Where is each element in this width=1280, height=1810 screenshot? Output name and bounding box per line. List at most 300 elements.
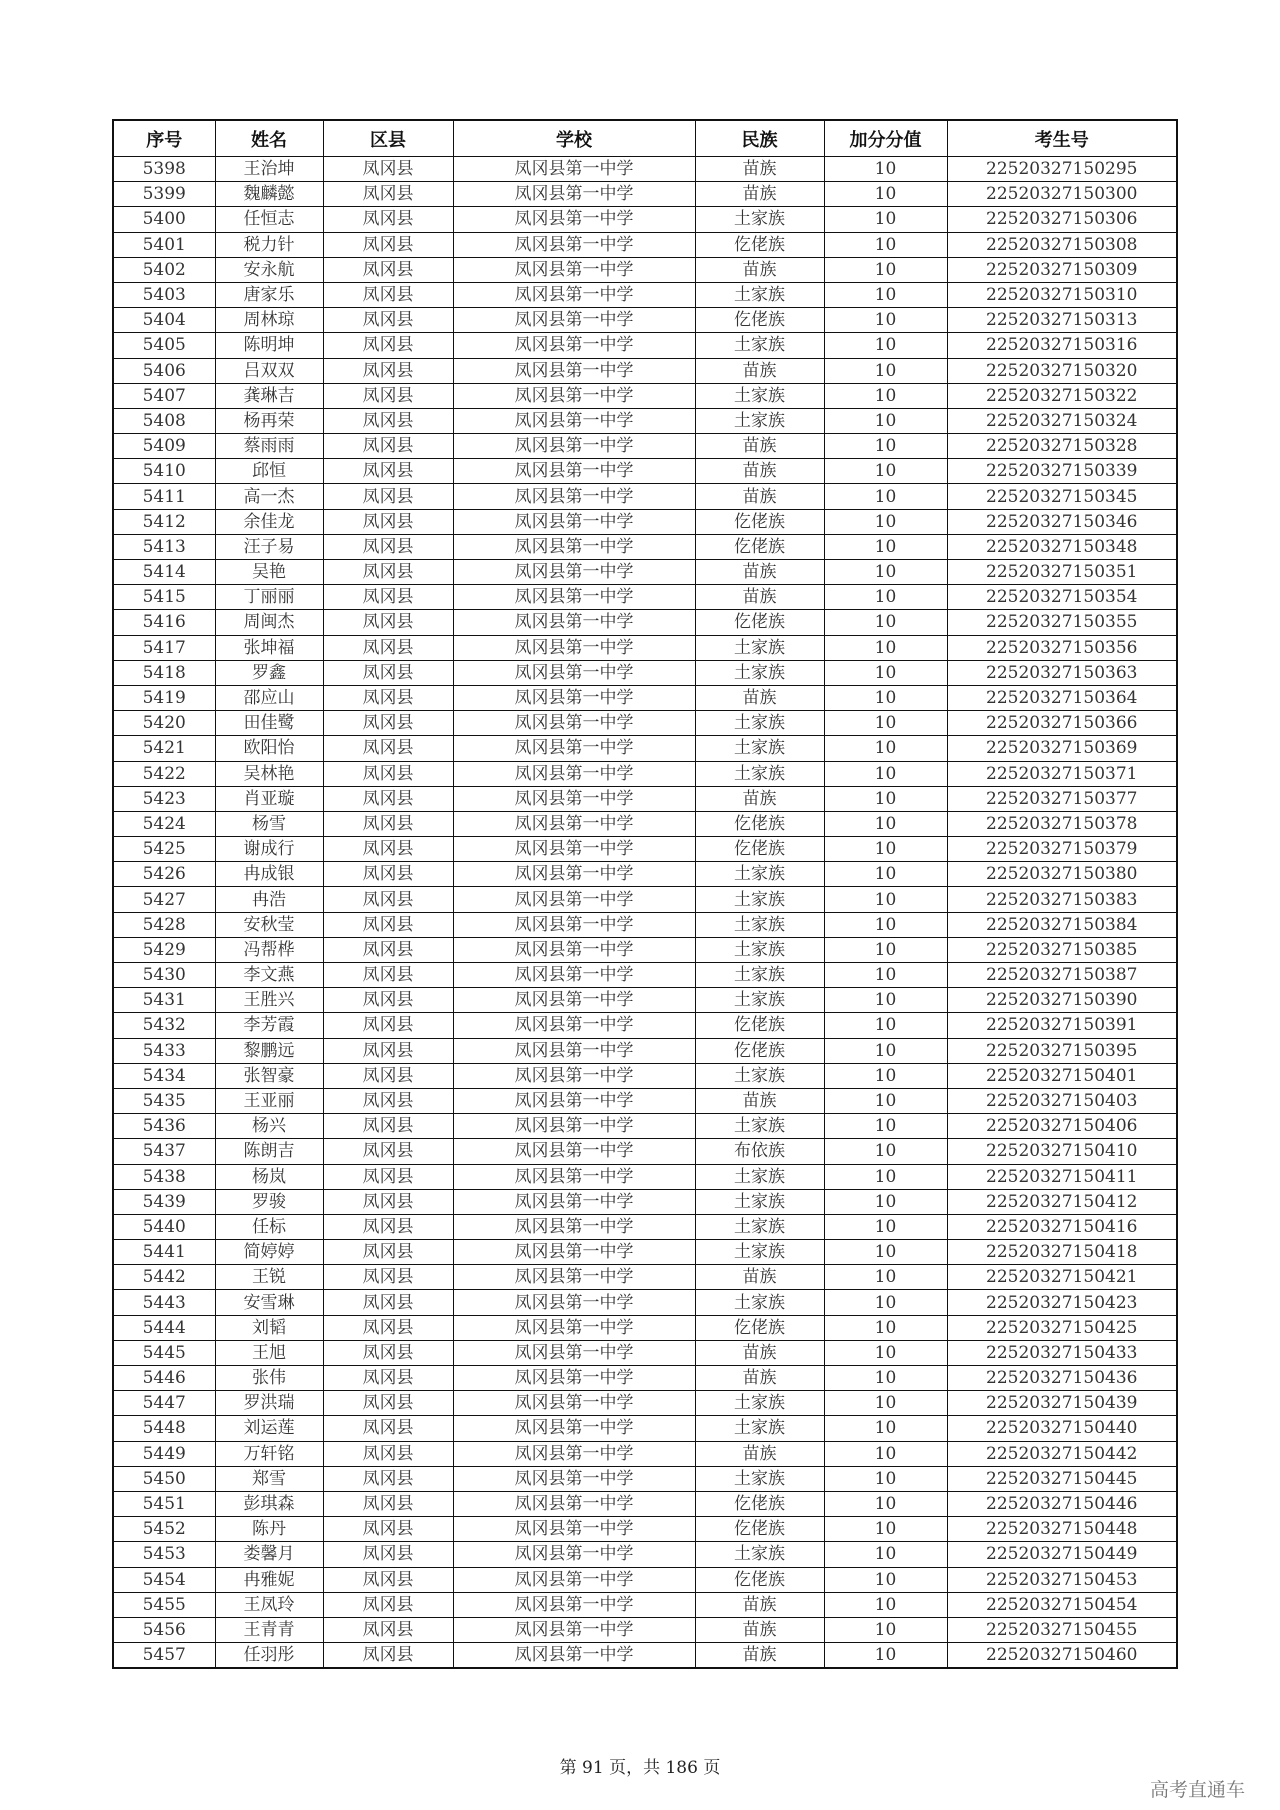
table-row bbox=[113, 1088, 1177, 1113]
cell-bonus-points: 10 bbox=[824, 585, 947, 610]
cell-exam-id: 22520327150384 bbox=[947, 912, 1177, 937]
cell-name: 吴艳 bbox=[215, 560, 323, 585]
cell-bonus-points: 10 bbox=[824, 1290, 947, 1315]
cell-county: 凤冈县 bbox=[323, 736, 453, 761]
cell-county: 凤冈县 bbox=[323, 988, 453, 1013]
cell-bonus-points: 10 bbox=[824, 1466, 947, 1491]
cell-seq: 5443 bbox=[113, 1290, 215, 1315]
cell-bonus-points: 10 bbox=[824, 1643, 947, 1669]
cell-bonus-points: 10 bbox=[824, 1013, 947, 1038]
table-row bbox=[113, 610, 1177, 635]
cell-school: 凤冈县第一中学 bbox=[453, 459, 695, 484]
cell-seq: 5431 bbox=[113, 988, 215, 1013]
cell-school: 凤冈县第一中学 bbox=[453, 207, 695, 232]
cell-county: 凤冈县 bbox=[323, 434, 453, 459]
cell-school: 凤冈县第一中学 bbox=[453, 887, 695, 912]
cell-exam-id: 22520327150421 bbox=[947, 1265, 1177, 1290]
cell-seq: 5439 bbox=[113, 1189, 215, 1214]
cell-seq: 5411 bbox=[113, 484, 215, 509]
cell-name: 王治坤 bbox=[215, 157, 323, 182]
table-row bbox=[113, 937, 1177, 962]
cell-school: 凤冈县第一中学 bbox=[453, 1391, 695, 1416]
cell-name: 杨兴 bbox=[215, 1114, 323, 1139]
cell-bonus-points: 10 bbox=[824, 207, 947, 232]
cell-name: 任标 bbox=[215, 1214, 323, 1239]
cell-bonus-points: 10 bbox=[824, 1139, 947, 1164]
cell-ethnicity: 土家族 bbox=[695, 1466, 824, 1491]
header-ethnicity: 民族 bbox=[695, 120, 824, 157]
cell-name: 魏麟懿 bbox=[215, 182, 323, 207]
cell-exam-id: 22520327150366 bbox=[947, 711, 1177, 736]
cell-seq: 5413 bbox=[113, 534, 215, 559]
cell-county: 凤冈县 bbox=[323, 711, 453, 736]
cell-seq: 5454 bbox=[113, 1567, 215, 1592]
table-row bbox=[113, 585, 1177, 610]
cell-exam-id: 22520327150383 bbox=[947, 887, 1177, 912]
cell-school: 凤冈县第一中学 bbox=[453, 358, 695, 383]
cell-county: 凤冈县 bbox=[323, 635, 453, 660]
table-row bbox=[113, 1567, 1177, 1592]
cell-seq: 5456 bbox=[113, 1617, 215, 1642]
cell-exam-id: 22520327150300 bbox=[947, 182, 1177, 207]
cell-school: 凤冈县第一中学 bbox=[453, 736, 695, 761]
cell-county: 凤冈县 bbox=[323, 484, 453, 509]
cell-seq: 5426 bbox=[113, 862, 215, 887]
cell-school: 凤冈县第一中学 bbox=[453, 1063, 695, 1088]
cell-county: 凤冈县 bbox=[323, 383, 453, 408]
cell-exam-id: 22520327150339 bbox=[947, 459, 1177, 484]
cell-ethnicity: 土家族 bbox=[695, 1416, 824, 1441]
cell-name: 陈丹 bbox=[215, 1517, 323, 1542]
cell-ethnicity: 土家族 bbox=[695, 1164, 824, 1189]
cell-name: 李文燕 bbox=[215, 963, 323, 988]
cell-ethnicity: 土家族 bbox=[695, 1063, 824, 1088]
table-row bbox=[113, 1643, 1177, 1669]
table-row bbox=[113, 786, 1177, 811]
cell-bonus-points: 10 bbox=[824, 484, 947, 509]
cell-exam-id: 22520327150440 bbox=[947, 1416, 1177, 1441]
table-row bbox=[113, 1038, 1177, 1063]
cell-ethnicity: 仡佬族 bbox=[695, 1517, 824, 1542]
table-row bbox=[113, 333, 1177, 358]
cell-name: 张伟 bbox=[215, 1366, 323, 1391]
cell-bonus-points: 10 bbox=[824, 963, 947, 988]
cell-ethnicity: 土家族 bbox=[695, 1214, 824, 1239]
cell-bonus-points: 10 bbox=[824, 257, 947, 282]
table-row bbox=[113, 358, 1177, 383]
cell-bonus-points: 10 bbox=[824, 1617, 947, 1642]
cell-county: 凤冈县 bbox=[323, 963, 453, 988]
cell-name: 任羽彤 bbox=[215, 1643, 323, 1669]
table-row bbox=[113, 1366, 1177, 1391]
cell-seq: 5406 bbox=[113, 358, 215, 383]
cell-name: 张智豪 bbox=[215, 1063, 323, 1088]
cell-exam-id: 22520327150316 bbox=[947, 333, 1177, 358]
cell-name: 彭琪森 bbox=[215, 1491, 323, 1516]
cell-county: 凤冈县 bbox=[323, 1189, 453, 1214]
cell-seq: 5457 bbox=[113, 1643, 215, 1669]
cell-school: 凤冈县第一中学 bbox=[453, 257, 695, 282]
cell-school: 凤冈县第一中学 bbox=[453, 1491, 695, 1516]
cell-county: 凤冈县 bbox=[323, 1466, 453, 1491]
cell-seq: 5429 bbox=[113, 937, 215, 962]
cell-ethnicity: 仡佬族 bbox=[695, 308, 824, 333]
cell-ethnicity: 土家族 bbox=[695, 1114, 824, 1139]
cell-county: 凤冈县 bbox=[323, 157, 453, 182]
cell-ethnicity: 仡佬族 bbox=[695, 1567, 824, 1592]
cell-seq: 5452 bbox=[113, 1517, 215, 1542]
cell-exam-id: 22520327150348 bbox=[947, 534, 1177, 559]
cell-seq: 5436 bbox=[113, 1114, 215, 1139]
cell-exam-id: 22520327150445 bbox=[947, 1466, 1177, 1491]
cell-seq: 5400 bbox=[113, 207, 215, 232]
cell-county: 凤冈县 bbox=[323, 1567, 453, 1592]
cell-county: 凤冈县 bbox=[323, 1366, 453, 1391]
cell-county: 凤冈县 bbox=[323, 1441, 453, 1466]
cell-exam-id: 22520327150345 bbox=[947, 484, 1177, 509]
cell-exam-id: 22520327150453 bbox=[947, 1567, 1177, 1592]
cell-county: 凤冈县 bbox=[323, 408, 453, 433]
cell-county: 凤冈县 bbox=[323, 1517, 453, 1542]
cell-county: 凤冈县 bbox=[323, 1139, 453, 1164]
cell-ethnicity: 苗族 bbox=[695, 1643, 824, 1669]
cell-bonus-points: 10 bbox=[824, 1088, 947, 1113]
cell-name: 陈朗吉 bbox=[215, 1139, 323, 1164]
cell-county: 凤冈县 bbox=[323, 358, 453, 383]
cell-bonus-points: 10 bbox=[824, 308, 947, 333]
cell-exam-id: 22520327150306 bbox=[947, 207, 1177, 232]
cell-county: 凤冈县 bbox=[323, 1340, 453, 1365]
cell-bonus-points: 10 bbox=[824, 1567, 947, 1592]
cell-ethnicity: 土家族 bbox=[695, 1189, 824, 1214]
cell-exam-id: 22520327150351 bbox=[947, 560, 1177, 585]
cell-name: 王亚丽 bbox=[215, 1088, 323, 1113]
cell-bonus-points: 10 bbox=[824, 1038, 947, 1063]
table-row bbox=[113, 837, 1177, 862]
cell-county: 凤冈县 bbox=[323, 761, 453, 786]
table-row bbox=[113, 1441, 1177, 1466]
table-row bbox=[113, 811, 1177, 836]
cell-county: 凤冈县 bbox=[323, 1542, 453, 1567]
cell-county: 凤冈县 bbox=[323, 1290, 453, 1315]
table-row bbox=[113, 660, 1177, 685]
table-row bbox=[113, 308, 1177, 333]
cell-exam-id: 22520327150412 bbox=[947, 1189, 1177, 1214]
cell-seq: 5455 bbox=[113, 1592, 215, 1617]
cell-exam-id: 22520327150364 bbox=[947, 685, 1177, 710]
cell-seq: 5401 bbox=[113, 232, 215, 257]
table-row bbox=[113, 1189, 1177, 1214]
cell-school: 凤冈县第一中学 bbox=[453, 1366, 695, 1391]
cell-seq: 5412 bbox=[113, 509, 215, 534]
table-row bbox=[113, 1391, 1177, 1416]
cell-exam-id: 22520327150448 bbox=[947, 1517, 1177, 1542]
cell-exam-id: 22520327150433 bbox=[947, 1340, 1177, 1365]
cell-school: 凤冈县第一中学 bbox=[453, 1088, 695, 1113]
cell-bonus-points: 10 bbox=[824, 358, 947, 383]
table-row bbox=[113, 1466, 1177, 1491]
cell-school: 凤冈县第一中学 bbox=[453, 937, 695, 962]
cell-ethnicity: 苗族 bbox=[695, 157, 824, 182]
cell-seq: 5404 bbox=[113, 308, 215, 333]
cell-seq: 5450 bbox=[113, 1466, 215, 1491]
cell-name: 陈明坤 bbox=[215, 333, 323, 358]
cell-exam-id: 22520327150455 bbox=[947, 1617, 1177, 1642]
cell-county: 凤冈县 bbox=[323, 1114, 453, 1139]
cell-school: 凤冈县第一中学 bbox=[453, 811, 695, 836]
cell-name: 冯帮桦 bbox=[215, 937, 323, 962]
table-row bbox=[113, 1214, 1177, 1239]
cell-ethnicity: 苗族 bbox=[695, 182, 824, 207]
cell-ethnicity: 土家族 bbox=[695, 333, 824, 358]
cell-exam-id: 22520327150390 bbox=[947, 988, 1177, 1013]
cell-ethnicity: 苗族 bbox=[695, 257, 824, 282]
table-row bbox=[113, 1013, 1177, 1038]
cell-seq: 5432 bbox=[113, 1013, 215, 1038]
cell-school: 凤冈县第一中学 bbox=[453, 484, 695, 509]
cell-ethnicity: 仡佬族 bbox=[695, 534, 824, 559]
cell-exam-id: 22520327150320 bbox=[947, 358, 1177, 383]
cell-ethnicity: 土家族 bbox=[695, 761, 824, 786]
cell-exam-id: 22520327150454 bbox=[947, 1592, 1177, 1617]
cell-ethnicity: 苗族 bbox=[695, 1340, 824, 1365]
cell-bonus-points: 10 bbox=[824, 837, 947, 862]
cell-seq: 5428 bbox=[113, 912, 215, 937]
cell-exam-id: 22520327150346 bbox=[947, 509, 1177, 534]
cell-seq: 5403 bbox=[113, 282, 215, 307]
table-row bbox=[113, 736, 1177, 761]
cell-bonus-points: 10 bbox=[824, 434, 947, 459]
cell-seq: 5447 bbox=[113, 1391, 215, 1416]
table-row bbox=[113, 207, 1177, 232]
table-row bbox=[113, 1290, 1177, 1315]
cell-ethnicity: 仡佬族 bbox=[695, 1038, 824, 1063]
cell-school: 凤冈县第一中学 bbox=[453, 383, 695, 408]
cell-ethnicity: 苗族 bbox=[695, 560, 824, 585]
cell-county: 凤冈县 bbox=[323, 1315, 453, 1340]
cell-school: 凤冈县第一中学 bbox=[453, 1240, 695, 1265]
cell-exam-id: 22520327150377 bbox=[947, 786, 1177, 811]
cell-seq: 5442 bbox=[113, 1265, 215, 1290]
cell-bonus-points: 10 bbox=[824, 761, 947, 786]
cell-name: 娄馨月 bbox=[215, 1542, 323, 1567]
cell-name: 吴林艳 bbox=[215, 761, 323, 786]
cell-exam-id: 22520327150378 bbox=[947, 811, 1177, 836]
cell-name: 简婷婷 bbox=[215, 1240, 323, 1265]
cell-ethnicity: 苗族 bbox=[695, 685, 824, 710]
cell-school: 凤冈县第一中学 bbox=[453, 408, 695, 433]
cell-school: 凤冈县第一中学 bbox=[453, 1517, 695, 1542]
cell-school: 凤冈县第一中学 bbox=[453, 1617, 695, 1642]
cell-name: 任恒志 bbox=[215, 207, 323, 232]
cell-county: 凤冈县 bbox=[323, 1265, 453, 1290]
table-row bbox=[113, 257, 1177, 282]
cell-name: 肖亚璇 bbox=[215, 786, 323, 811]
cell-bonus-points: 10 bbox=[824, 862, 947, 887]
cell-school: 凤冈县第一中学 bbox=[453, 1013, 695, 1038]
header-county: 区县 bbox=[323, 120, 453, 157]
cell-seq: 5448 bbox=[113, 1416, 215, 1441]
cell-ethnicity: 土家族 bbox=[695, 383, 824, 408]
table-row bbox=[113, 383, 1177, 408]
table-row bbox=[113, 182, 1177, 207]
cell-ethnicity: 苗族 bbox=[695, 358, 824, 383]
cell-ethnicity: 仡佬族 bbox=[695, 1491, 824, 1516]
cell-exam-id: 22520327150418 bbox=[947, 1240, 1177, 1265]
cell-seq: 5445 bbox=[113, 1340, 215, 1365]
cell-exam-id: 22520327150446 bbox=[947, 1491, 1177, 1516]
cell-name: 万轩铭 bbox=[215, 1441, 323, 1466]
cell-name: 王胜兴 bbox=[215, 988, 323, 1013]
cell-school: 凤冈县第一中学 bbox=[453, 1567, 695, 1592]
cell-name: 刘运莲 bbox=[215, 1416, 323, 1441]
cell-exam-id: 22520327150371 bbox=[947, 761, 1177, 786]
table-row bbox=[113, 761, 1177, 786]
cell-school: 凤冈县第一中学 bbox=[453, 182, 695, 207]
cell-name: 冉成银 bbox=[215, 862, 323, 887]
cell-ethnicity: 苗族 bbox=[695, 1088, 824, 1113]
cell-bonus-points: 10 bbox=[824, 736, 947, 761]
cell-exam-id: 22520327150436 bbox=[947, 1366, 1177, 1391]
cell-school: 凤冈县第一中学 bbox=[453, 1114, 695, 1139]
cell-seq: 5408 bbox=[113, 408, 215, 433]
cell-exam-id: 22520327150355 bbox=[947, 610, 1177, 635]
cell-seq: 5434 bbox=[113, 1063, 215, 1088]
cell-ethnicity: 土家族 bbox=[695, 1391, 824, 1416]
cell-school: 凤冈县第一中学 bbox=[453, 333, 695, 358]
cell-seq: 5427 bbox=[113, 887, 215, 912]
cell-school: 凤冈县第一中学 bbox=[453, 534, 695, 559]
table-row bbox=[113, 534, 1177, 559]
cell-seq: 5446 bbox=[113, 1366, 215, 1391]
cell-ethnicity: 苗族 bbox=[695, 1265, 824, 1290]
cell-name: 刘韬 bbox=[215, 1315, 323, 1340]
cell-ethnicity: 土家族 bbox=[695, 963, 824, 988]
cell-school: 凤冈县第一中学 bbox=[453, 585, 695, 610]
cell-name: 税力针 bbox=[215, 232, 323, 257]
cell-bonus-points: 10 bbox=[824, 509, 947, 534]
table-row bbox=[113, 484, 1177, 509]
cell-school: 凤冈县第一中学 bbox=[453, 635, 695, 660]
table-header-row bbox=[113, 120, 1177, 157]
cell-school: 凤冈县第一中学 bbox=[453, 837, 695, 862]
cell-name: 杨岚 bbox=[215, 1164, 323, 1189]
cell-bonus-points: 10 bbox=[824, 786, 947, 811]
header-seq: 序号 bbox=[113, 120, 215, 157]
cell-name: 谢成行 bbox=[215, 837, 323, 862]
cell-bonus-points: 10 bbox=[824, 711, 947, 736]
cell-ethnicity: 土家族 bbox=[695, 711, 824, 736]
cell-school: 凤冈县第一中学 bbox=[453, 862, 695, 887]
cell-bonus-points: 10 bbox=[824, 1391, 947, 1416]
cell-ethnicity: 仡佬族 bbox=[695, 837, 824, 862]
cell-seq: 5409 bbox=[113, 434, 215, 459]
cell-ethnicity: 苗族 bbox=[695, 1366, 824, 1391]
table-row bbox=[113, 912, 1177, 937]
cell-ethnicity: 土家族 bbox=[695, 1240, 824, 1265]
cell-county: 凤冈县 bbox=[323, 1240, 453, 1265]
table-row bbox=[113, 887, 1177, 912]
cell-school: 凤冈县第一中学 bbox=[453, 1592, 695, 1617]
cell-name: 李芳霞 bbox=[215, 1013, 323, 1038]
cell-name: 安永航 bbox=[215, 257, 323, 282]
cell-school: 凤冈县第一中学 bbox=[453, 1189, 695, 1214]
cell-ethnicity: 土家族 bbox=[695, 207, 824, 232]
cell-exam-id: 22520327150322 bbox=[947, 383, 1177, 408]
table-row bbox=[113, 408, 1177, 433]
cell-bonus-points: 10 bbox=[824, 1340, 947, 1365]
cell-exam-id: 22520327150449 bbox=[947, 1542, 1177, 1567]
cell-exam-id: 22520327150416 bbox=[947, 1214, 1177, 1239]
table-row bbox=[113, 1340, 1177, 1365]
table-row bbox=[113, 1517, 1177, 1542]
cell-bonus-points: 10 bbox=[824, 1517, 947, 1542]
cell-county: 凤冈县 bbox=[323, 660, 453, 685]
cell-bonus-points: 10 bbox=[824, 1542, 947, 1567]
cell-bonus-points: 10 bbox=[824, 1214, 947, 1239]
cell-bonus-points: 10 bbox=[824, 333, 947, 358]
cell-name: 冉浩 bbox=[215, 887, 323, 912]
cell-name: 余佳龙 bbox=[215, 509, 323, 534]
cell-county: 凤冈县 bbox=[323, 459, 453, 484]
cell-county: 凤冈县 bbox=[323, 610, 453, 635]
cell-name: 王凤玲 bbox=[215, 1592, 323, 1617]
cell-seq: 5444 bbox=[113, 1315, 215, 1340]
cell-ethnicity: 土家族 bbox=[695, 912, 824, 937]
page-number: 第 91 页，共 186 页 bbox=[559, 1758, 721, 1778]
cell-exam-id: 22520327150410 bbox=[947, 1139, 1177, 1164]
cell-ethnicity: 土家族 bbox=[695, 282, 824, 307]
cell-county: 凤冈县 bbox=[323, 534, 453, 559]
cell-school: 凤冈县第一中学 bbox=[453, 1290, 695, 1315]
cell-seq: 5425 bbox=[113, 837, 215, 862]
cell-seq: 5424 bbox=[113, 811, 215, 836]
cell-name: 田佳鹭 bbox=[215, 711, 323, 736]
cell-school: 凤冈县第一中学 bbox=[453, 560, 695, 585]
cell-school: 凤冈县第一中学 bbox=[453, 610, 695, 635]
table-row bbox=[113, 1240, 1177, 1265]
cell-ethnicity: 土家族 bbox=[695, 1290, 824, 1315]
cell-name: 邵应山 bbox=[215, 685, 323, 710]
cell-name: 蔡雨雨 bbox=[215, 434, 323, 459]
cell-exam-id: 22520327150387 bbox=[947, 963, 1177, 988]
table-row bbox=[113, 1114, 1177, 1139]
cell-school: 凤冈县第一中学 bbox=[453, 1416, 695, 1441]
header-name: 姓名 bbox=[215, 120, 323, 157]
cell-bonus-points: 10 bbox=[824, 282, 947, 307]
cell-county: 凤冈县 bbox=[323, 1063, 453, 1088]
cell-school: 凤冈县第一中学 bbox=[453, 1542, 695, 1567]
cell-seq: 5440 bbox=[113, 1214, 215, 1239]
cell-seq: 5453 bbox=[113, 1542, 215, 1567]
cell-school: 凤冈县第一中学 bbox=[453, 786, 695, 811]
cell-bonus-points: 10 bbox=[824, 232, 947, 257]
table-row bbox=[113, 963, 1177, 988]
table-row bbox=[113, 1063, 1177, 1088]
table-body bbox=[113, 157, 1177, 1669]
cell-ethnicity: 土家族 bbox=[695, 635, 824, 660]
table-row bbox=[113, 1416, 1177, 1441]
table-row bbox=[113, 635, 1177, 660]
cell-county: 凤冈县 bbox=[323, 308, 453, 333]
cell-county: 凤冈县 bbox=[323, 1491, 453, 1516]
cell-exam-id: 22520327150379 bbox=[947, 837, 1177, 862]
cell-name: 唐家乐 bbox=[215, 282, 323, 307]
cell-seq: 5421 bbox=[113, 736, 215, 761]
cell-seq: 5420 bbox=[113, 711, 215, 736]
cell-county: 凤冈县 bbox=[323, 887, 453, 912]
cell-school: 凤冈县第一中学 bbox=[453, 509, 695, 534]
